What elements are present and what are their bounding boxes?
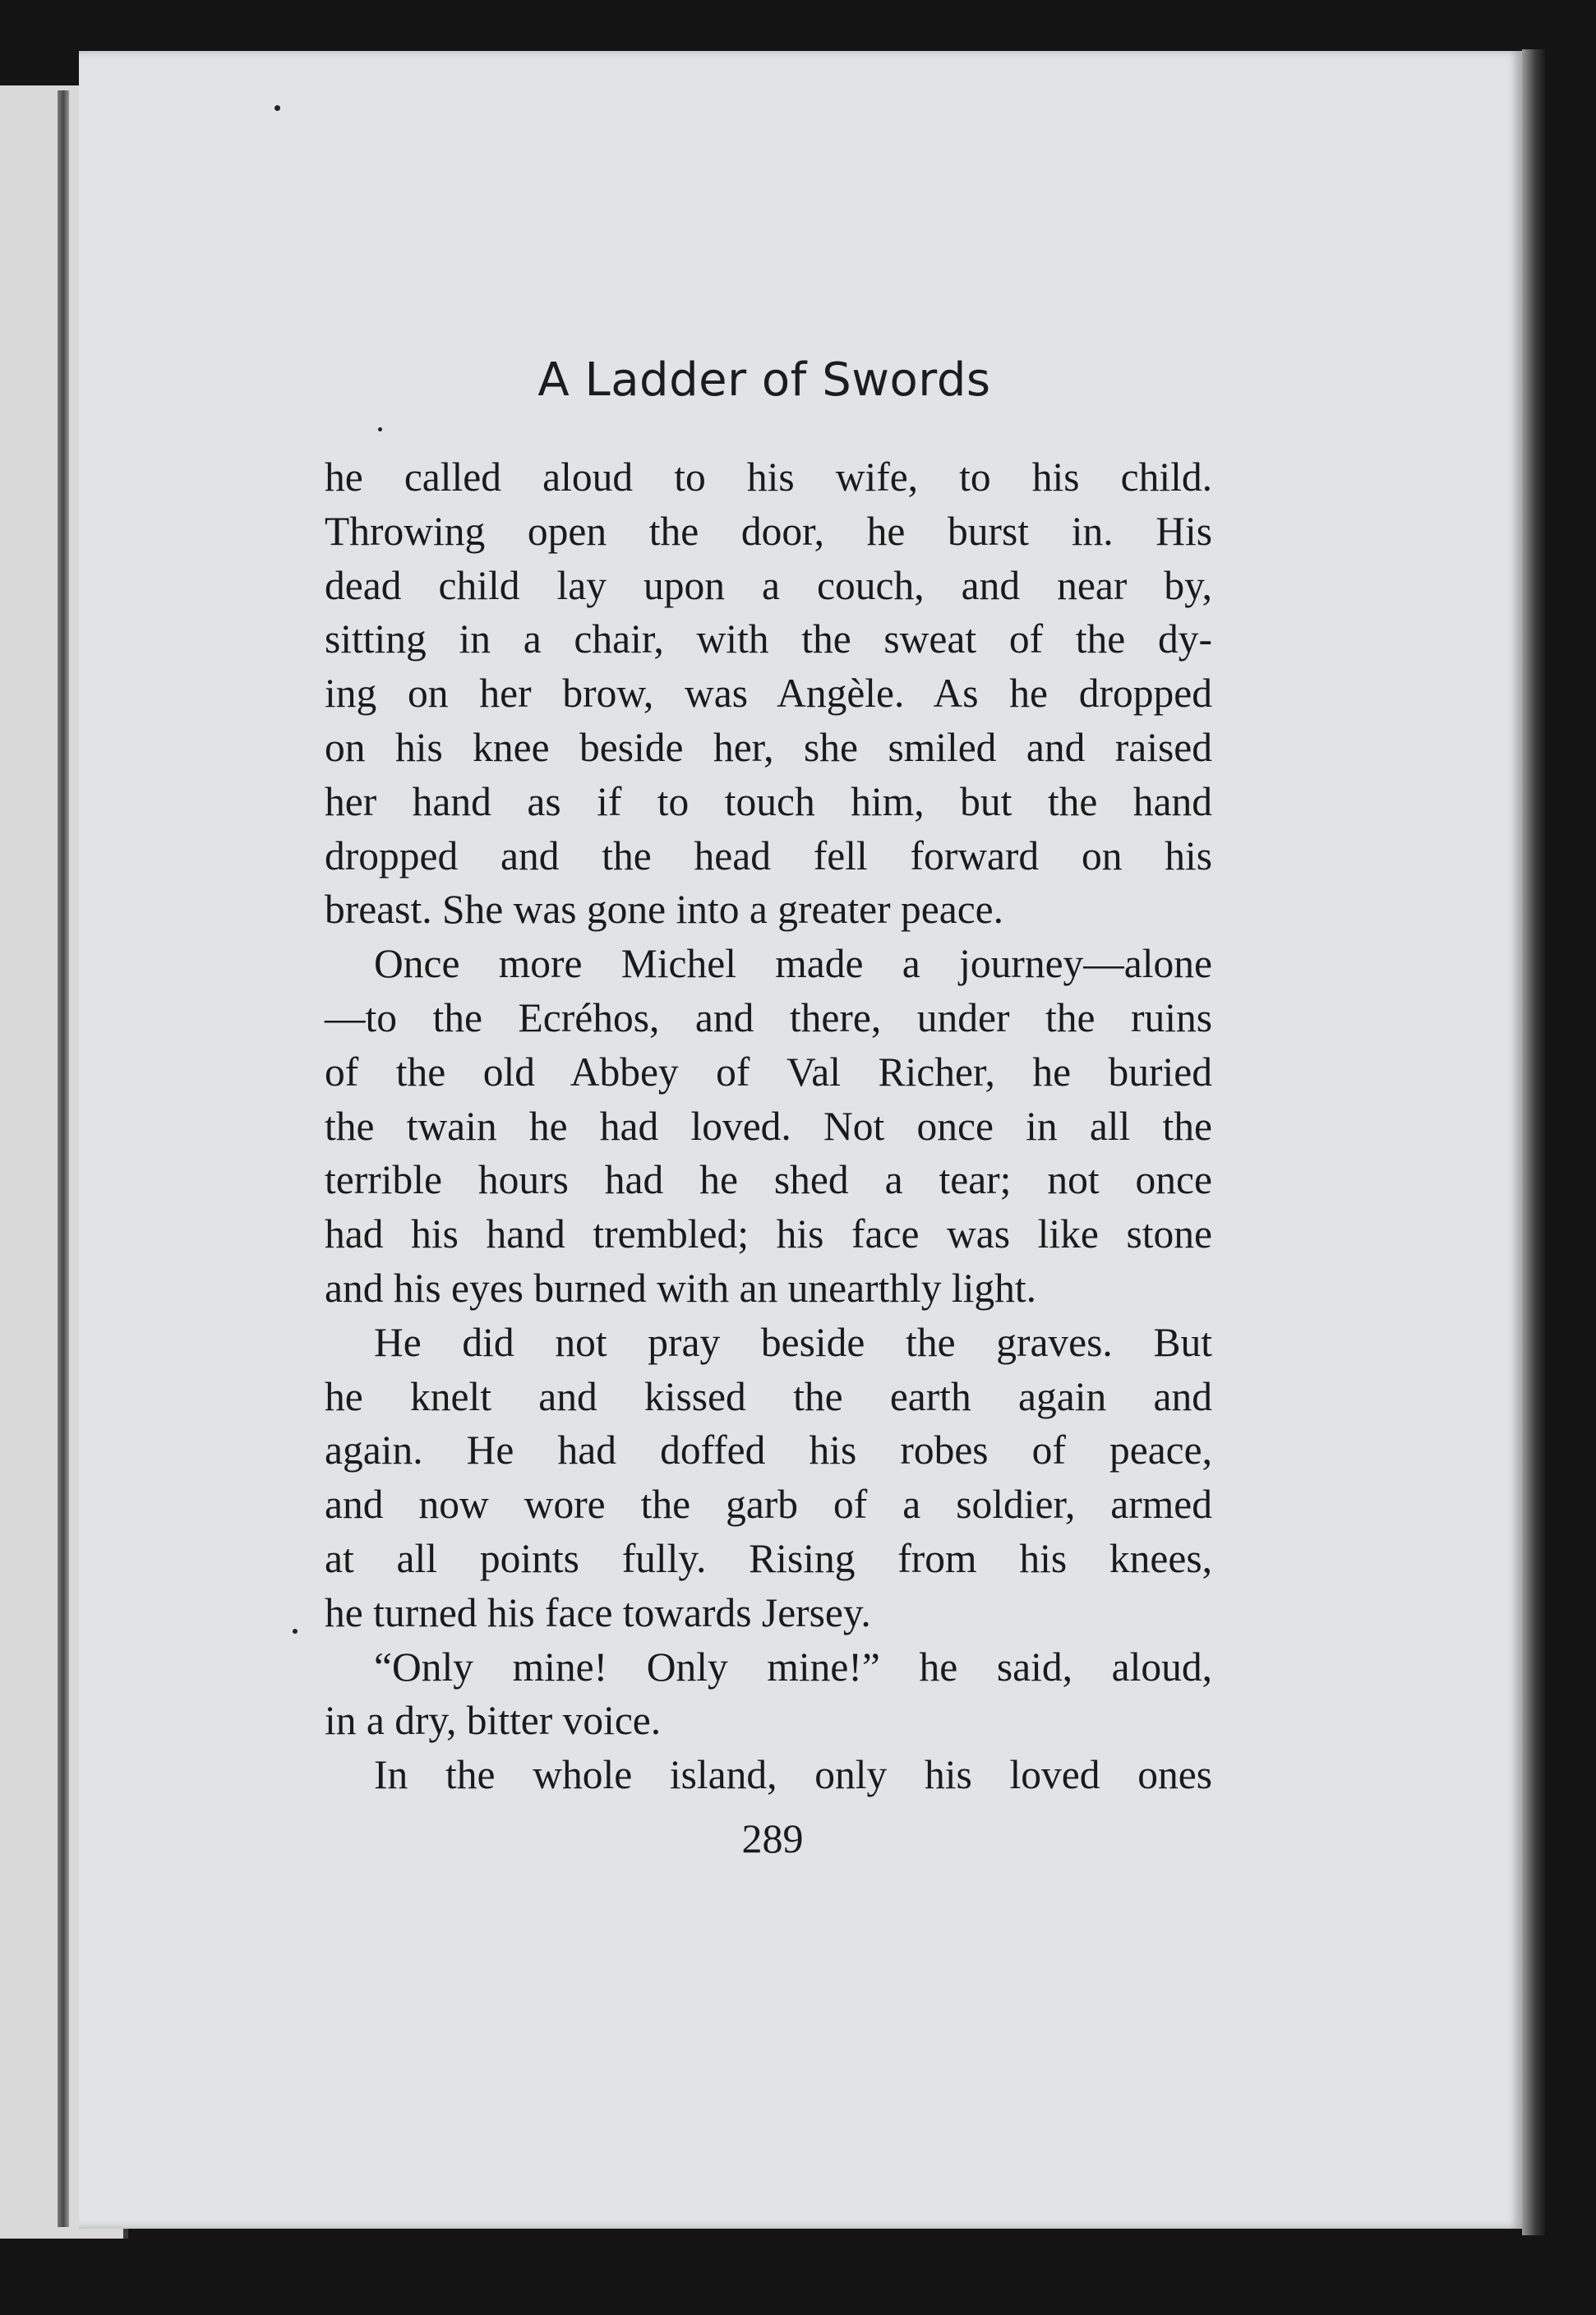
page-fore-edge [1522,49,1545,2235]
text-line: he called aloud to his wife, to his child. [325,454,1212,500]
text-line: breast. She was gone into a greater peace. [325,887,1004,933]
text-line: Throwing open the door, he burst in. His [325,508,1212,554]
text-line: again. He had doffed his robes of peace, [325,1427,1212,1473]
text-line: of the old Abbey of Val Richer, he buried [325,1049,1212,1095]
text-line: and now wore the garb of a soldier, armed [325,1482,1212,1528]
text-line: “Only mine! Only mine!” he said, aloud, [374,1644,1212,1690]
text-line: her hand as if to touch him, but the hand [325,778,1212,824]
text-line: terrible hours had he shed a tear; not once [325,1157,1212,1203]
text-line: dead child lay upon a couch, and near by, [325,562,1212,608]
text-line: and his eyes burned with an unearthly light. [325,1265,1037,1311]
text-line: ing on her brow, was Angèle. As he dropped [325,671,1212,717]
text-line: at all points fully. Rising from his knees, [325,1535,1212,1581]
text-line: in a dry, bitter voice. [325,1698,662,1744]
text-line: he turned his face towards Jersey. [325,1589,871,1635]
text-line: In the whole island, only his loved ones [374,1752,1212,1798]
page-number: 289 [741,1815,804,1861]
binding-gutter [58,90,69,2227]
text-line: Once more Michel made a journey—alone [374,941,1212,987]
text-line: sitting in a chair, with the sweat of the dy- [325,616,1212,662]
text-line: had his hand trembled; his face was like stone [325,1211,1212,1257]
text-line: he knelt and kissed the earth again and [325,1373,1212,1419]
text-line: —to the Ecréhos, and there, under the ruins [325,994,1212,1040]
dust-speck [274,105,280,111]
dust-speck [293,1629,298,1634]
body-text [325,450,1212,1802]
text-line: on his knee beside her, she smiled and raised [325,724,1212,770]
dust-speck [378,427,382,431]
text-line: dropped and the head fell forward on his [325,832,1212,879]
running-head: A Ladder of Swords [537,353,991,407]
text-line: the twain he had loved. Not once in all the [325,1103,1212,1149]
text-line: He did not pray beside the graves. But [374,1319,1212,1365]
